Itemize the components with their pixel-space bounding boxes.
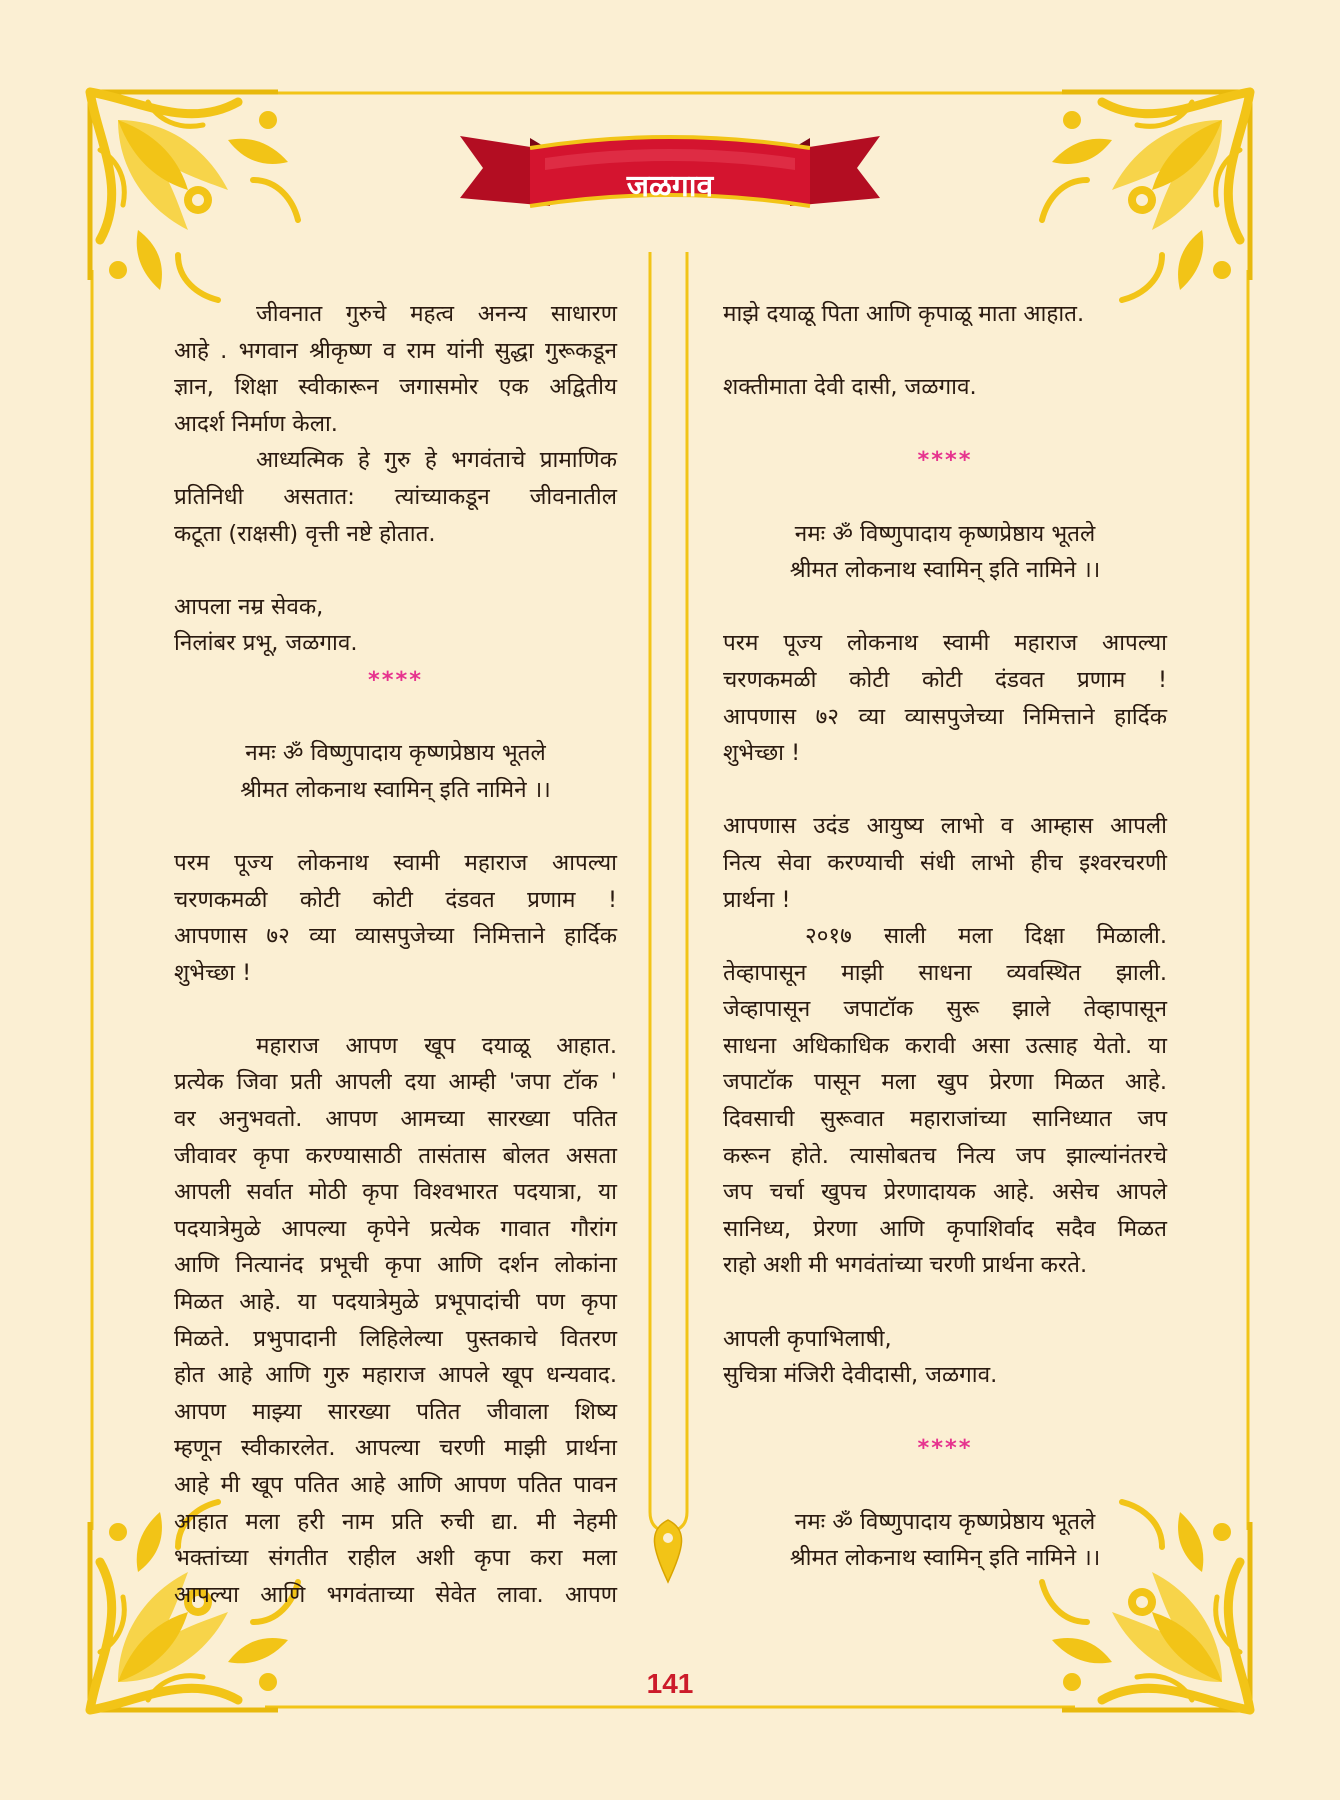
paragraph-line: आध्यत्मिक हे गुरु हे भगवंताचे प्रामाणिक xyxy=(256,447,617,474)
paragraph-line: जेव्हापासून जपाटॉक सुरू झाले तेव्हापासून xyxy=(723,996,1167,1023)
right-column xyxy=(723,296,1167,1577)
paragraph-line: चरणकमळी कोटी कोटी दंडवत प्रणाम ! xyxy=(723,666,1167,693)
paragraph-line: आपणास ७२ व्या व्यासपुजेच्या निमित्ताने हार्दिक xyxy=(174,923,617,950)
paragraph-line: आपणास उदंड आयुष्य लाभो व आम्हास आपली xyxy=(723,813,1167,840)
paragraph-line: महाराज आपण खूप दयाळू आहात. xyxy=(256,1032,617,1059)
mantra-line: नमः ॐ विष्णुपादाय कृष्णप्रेष्ठाय भूतले xyxy=(245,740,546,767)
paragraph-line: परम पूज्य लोकनाथ स्वामी महाराज आपल्या xyxy=(174,849,617,876)
paragraph-line: जप चर्चा खुपच प्रेरणादायक आहे. असेच आपले xyxy=(723,1179,1167,1206)
signature-line: शक्तीमाता देवी दासी, जळगाव. xyxy=(723,374,977,401)
paragraph-line: जपाटॉक पासून मला खुप प्रेरणा मिळत आहे. xyxy=(723,1069,1167,1096)
paragraph-line: आपण माझ्या सारख्या पतित जीवाला शिष्य xyxy=(174,1398,617,1425)
paragraph-line: २०१७ साली मला दिक्षा मिळाली. xyxy=(805,923,1167,950)
paragraph-line: जीवावर कृपा करण्यासाठी तासंतास बोलत असता xyxy=(174,1142,617,1169)
paragraph-line: शुभेच्छा ! xyxy=(174,959,252,986)
paragraph-line: परम पूज्य लोकनाथ स्वामी महाराज आपल्या xyxy=(723,630,1167,657)
paragraph-line: चरणकमळी कोटी कोटी दंडवत प्रणाम ! xyxy=(174,886,617,913)
mantra-line: नमः ॐ विष्णुपादाय कृष्णप्रेष्ठाय भूतले xyxy=(794,520,1096,547)
paragraph-line: आपल्या आणि भगवंताच्या सेवेत लावा. आपण xyxy=(174,1581,617,1608)
paragraph-line: सानिध्य, प्रेरणा आणि कृपाशिर्वाद सदैव मिळत xyxy=(723,1215,1167,1242)
paragraph-line: आहे मी खूप पतित आहे आणि आपण पतित पावन xyxy=(174,1472,617,1498)
paragraph-line: आपली सर्वात मोठी कृपा विश्वभारत पदयात्रा, या xyxy=(174,1179,617,1206)
paragraph-line: आपणास ७२ व्या व्यासपुजेच्या निमित्ताने हार्दिक xyxy=(723,703,1167,730)
paragraph-line: पदयात्रेमुळे आपल्या कृपेने प्रत्येक गावात गौरांग xyxy=(174,1215,617,1242)
paragraph-line: प्रार्थना ! xyxy=(723,886,791,913)
paragraph-line: वर अनुभवतो. आपण आमच्या सारख्या पतित xyxy=(174,1106,617,1133)
paragraph-line: आणि नित्यानंद प्रभूची कृपा आणि दर्शन लोकांना xyxy=(174,1252,617,1279)
paragraph-line: दिवसाची सुरूवात महाराजांच्या सानिध्यात जप xyxy=(723,1106,1167,1133)
paragraph-line: आहात मला हरी नाम प्रति रुची द्या. मी नेहमी xyxy=(174,1508,617,1535)
paragraph-line: जीवनात गुरुचे महत्व अनन्य साधारण xyxy=(256,301,617,327)
paragraph-line: मिळत आहे. या पदयात्रेमुळे प्रभूपादांची पण कृपा xyxy=(174,1289,617,1316)
paragraph-line: प्रतिनिधी असतात: त्यांच्याकडून जीवनातील xyxy=(174,483,617,510)
signature-line: निलांबर प्रभू, जळगाव. xyxy=(174,630,358,657)
separator-stars: **** xyxy=(917,447,973,474)
page-number: 141 xyxy=(646,1668,694,1699)
paragraph-line: नित्य सेवा करण्याची संधी लाभो हीच इश्वरचरणी xyxy=(723,849,1167,876)
paragraph-line: राहो अशी मी भगवंतांच्या चरणी प्रार्थना करते. xyxy=(723,1252,1088,1279)
signature-line: आपली कृपाभिलाषी, xyxy=(723,1325,892,1352)
paragraph-line: माझे दयाळू पिता आणि कृपाळू माता आहात. xyxy=(723,301,1085,327)
paragraph-line: होत आहे आणि गुरु महाराज आपले खूप धन्यवाद. xyxy=(174,1362,617,1389)
left-column xyxy=(174,296,617,1613)
page-title: जळगाव xyxy=(626,169,714,204)
paragraph-line: प्रत्येक जिवा प्रती आपली दया आम्ही 'जपा टॉक ' xyxy=(174,1069,617,1096)
mantra-line: नमः ॐ विष्णुपादाय कृष्णप्रेष्ठाय भूतले xyxy=(794,1508,1096,1535)
paragraph-line: करून होते. त्यासोबतच नित्य जप झाल्यांनंतरचे xyxy=(723,1142,1167,1169)
mantra-line: श्रीमत लोकनाथ स्वामिन् इति नामिने ।। xyxy=(789,557,1101,584)
separator-stars: **** xyxy=(367,666,424,693)
paragraph-line: ज्ञान, शिक्षा स्वीकारून जगासमोर एक अद्वितीय xyxy=(174,374,617,401)
mantra-line: श्रीमत लोकनाथ स्वामिन् इति नामिने ।। xyxy=(240,776,551,803)
signature-line: सुचित्रा मंजिरी देवीदासी, जळगाव. xyxy=(723,1362,998,1389)
paragraph-line: भक्तांच्या संगतीत राहील अशी कृपा करा मला xyxy=(174,1545,617,1572)
paragraph-line: आदर्श निर्माण केला. xyxy=(174,410,338,437)
paragraph-line: शुभेच्छा ! xyxy=(723,740,801,767)
separator-stars: **** xyxy=(917,1435,973,1462)
paragraph-line: मिळते. प्रभुपादानी लिहिलेल्या पुस्तकाचे वितरण xyxy=(174,1325,617,1352)
paragraph-line: म्हणून स्वीकारलेत. आपल्या चरणी माझी प्रार्थना xyxy=(174,1435,617,1462)
paragraph-line: साधना अधिकाधिक करावी असा उत्साह येतो. या xyxy=(723,1032,1167,1059)
paragraph-line: कटूता (राक्षसी) वृत्ती नष्टे होतात. xyxy=(174,520,436,547)
paragraph-line: तेव्हापासून माझी साधना व्यवस्थित झाली. xyxy=(723,959,1167,986)
signature-line: आपला नम्र सेवक, xyxy=(174,593,324,620)
mantra-line: श्रीमत लोकनाथ स्वामिन् इति नामिने ।। xyxy=(789,1545,1101,1572)
paragraph-line: आहे . भगवान श्रीकृष्ण व राम यांनी सुद्धा गुरूकडून xyxy=(174,337,617,364)
